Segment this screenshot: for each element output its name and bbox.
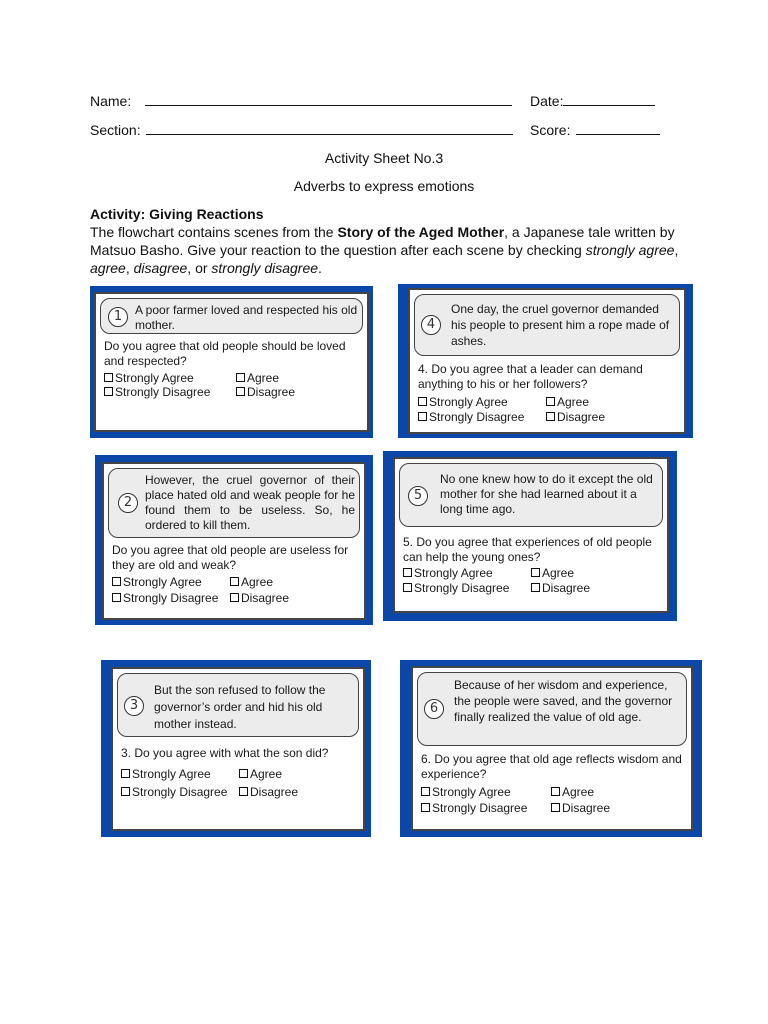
agree-checkbox[interactable] <box>546 394 589 410</box>
checkbox-icon <box>236 387 245 396</box>
option-label: Agree <box>542 566 575 580</box>
name-label: Name: <box>90 93 132 109</box>
checkbox-icon <box>104 373 113 382</box>
page-title: Activity Sheet No.3 <box>324 150 444 166</box>
scene-2 <box>108 468 360 538</box>
option-label: Disagree <box>241 591 290 605</box>
scene-number-1: 1 <box>108 307 128 327</box>
sep-2: , <box>125 260 134 276</box>
disagree-checkbox[interactable] <box>551 800 610 816</box>
checkbox-icon <box>236 373 245 382</box>
disagree-checkbox[interactable] <box>531 580 590 596</box>
option-label: Strongly Agree <box>414 566 493 580</box>
strongly-agree-checkbox[interactable] <box>418 394 508 410</box>
strongly-disagree-checkbox[interactable] <box>421 800 527 816</box>
strongly-disagree-checkbox[interactable] <box>403 580 509 596</box>
question-4: 4. Do you agree that a leader can demand anything to his or her followers? <box>418 362 643 391</box>
option-label: Agree <box>557 395 590 409</box>
option-agree-text: agree <box>90 260 126 276</box>
disagree-checkbox[interactable] <box>546 409 605 425</box>
section-blank[interactable] <box>146 134 513 135</box>
option-label: Strongly Agree <box>429 395 508 409</box>
scene-4 <box>414 294 680 356</box>
option-label: Strongly Disagree <box>123 591 219 605</box>
options-5 <box>403 565 663 599</box>
scene-5 <box>399 463 663 527</box>
activity-instructions <box>90 223 690 277</box>
intro-text-2: , a Japanese tale written by Matsuo Basho. Give your reaction to the question after each scene by checking <box>90 224 675 258</box>
scene-3 <box>117 673 359 737</box>
score-row <box>530 122 660 138</box>
checkbox-icon <box>421 787 430 796</box>
sep-3: , or <box>187 260 212 276</box>
option-label: Disagree <box>542 581 591 595</box>
date-label: Date: <box>530 93 564 109</box>
scene-card-3 <box>101 660 371 837</box>
options-1 <box>104 370 364 404</box>
scene-card-5 <box>383 451 677 621</box>
option-label: Strongly Agree <box>123 575 202 589</box>
scene-1 <box>100 298 363 334</box>
scene-number-2: 2 <box>118 493 138 513</box>
activity-intro <box>90 205 690 277</box>
scene-text-6: Because of her wisdom and experience, the people were saved, and the governor finally realized the value of old age. <box>454 678 673 724</box>
question-5: 5. Do you agree that experiences of old people can help the young ones? <box>403 535 652 564</box>
checkbox-icon <box>418 412 427 421</box>
checkbox-icon <box>551 787 560 796</box>
option-label: Strongly Disagree <box>132 785 228 799</box>
scene-number-4: 4 <box>421 315 441 335</box>
option-label: Strongly Disagree <box>414 581 510 595</box>
option-label: Agree <box>250 767 283 781</box>
agree-checkbox[interactable] <box>531 565 574 581</box>
options-4 <box>418 394 678 428</box>
checkbox-icon <box>403 583 412 592</box>
checkbox-icon <box>239 787 248 796</box>
strongly-disagree-checkbox[interactable] <box>418 409 524 425</box>
story-title: Story of the Aged Mother <box>337 224 505 240</box>
scene-text-3: But the son refused to follow the governor’s order and hid his old mother instead. <box>154 683 326 731</box>
question-1: Do you agree that old people should be loved and respected? <box>104 339 346 368</box>
checkbox-icon <box>104 387 113 396</box>
options-3 <box>121 766 361 802</box>
card-6-inner <box>411 666 693 831</box>
scene-text-1: A poor farmer loved and respected his old mother. <box>135 303 358 332</box>
question-3: 3. Do you agree with what the son did? <box>121 746 329 760</box>
scene-text-2: However, the cruel governor of their place hated old and weak people for he found them to be useless. So, he ordered to kill them. <box>145 473 355 532</box>
strongly-disagree-checkbox[interactable] <box>121 784 227 800</box>
strongly-disagree-checkbox[interactable] <box>112 590 218 606</box>
option-label: Agree <box>562 785 595 799</box>
scene-6 <box>417 672 687 746</box>
option-label: Strongly Disagree <box>432 801 528 815</box>
checkbox-icon <box>546 397 555 406</box>
section-row <box>90 122 513 138</box>
options-2 <box>112 574 362 608</box>
option-strongly-agree-text: strongly agree <box>585 242 675 258</box>
question-2: Do you agree that old people are useless for they are old and weak? <box>112 543 349 572</box>
option-label: Disagree <box>247 385 296 399</box>
agree-checkbox[interactable] <box>230 574 273 590</box>
checkbox-icon <box>546 412 555 421</box>
option-label: Disagree <box>562 801 611 815</box>
option-label: Strongly Agree <box>132 767 211 781</box>
card-1-inner <box>94 292 369 432</box>
option-label: Strongly Agree <box>115 371 194 385</box>
checkbox-icon <box>230 593 239 602</box>
disagree-checkbox[interactable] <box>230 590 289 606</box>
checkbox-icon <box>551 803 560 812</box>
scene-number-5: 5 <box>408 486 428 506</box>
option-label: Strongly Disagree <box>429 410 525 424</box>
page-subtitle: Adverbs to express emotions <box>293 178 475 194</box>
option-label: Disagree <box>250 785 299 799</box>
card-2-inner <box>102 462 366 620</box>
scene-text-4: One day, the cruel governor demanded his people to present him a rope made of ashes. <box>451 302 670 348</box>
scene-card-1 <box>90 286 373 438</box>
scene-card-6 <box>400 660 702 837</box>
scene-text-5: No one knew how to do it except the old mother for she had learned about it a long time ago. <box>440 472 653 516</box>
strongly-agree-checkbox[interactable] <box>112 574 202 590</box>
card-3-inner <box>111 667 365 831</box>
agree-checkbox[interactable] <box>551 784 594 800</box>
sep-1: , <box>674 242 679 258</box>
scene-card-4 <box>398 284 693 438</box>
checkbox-icon <box>421 803 430 812</box>
date-blank[interactable] <box>563 105 655 106</box>
card-5-inner <box>393 457 669 613</box>
question-6: 6. Do you agree that old age reflects wisdom and experience? <box>421 752 682 781</box>
score-label: Score: <box>530 122 571 138</box>
checkbox-icon <box>112 577 121 586</box>
option-disagree-text: disagree <box>133 260 188 276</box>
checkbox-icon <box>121 787 130 796</box>
score-blank[interactable] <box>576 134 660 135</box>
name-row <box>90 93 512 109</box>
section-label: Section: <box>90 122 141 138</box>
option-label: Disagree <box>557 410 606 424</box>
checkbox-icon <box>112 593 121 602</box>
checkbox-icon <box>418 397 427 406</box>
checkbox-icon <box>239 769 248 778</box>
option-label: Agree <box>247 371 280 385</box>
strongly-agree-checkbox[interactable] <box>121 766 211 782</box>
option-strongly-disagree-text: strongly disagree <box>211 260 319 276</box>
disagree-checkbox[interactable] <box>236 384 295 400</box>
activity-heading: Activity: Giving Reactions <box>90 206 264 222</box>
checkbox-icon <box>121 769 130 778</box>
date-row <box>530 93 655 109</box>
checkbox-icon <box>531 583 540 592</box>
disagree-checkbox[interactable] <box>239 784 298 800</box>
option-label: Strongly Disagree <box>115 385 211 399</box>
strongly-disagree-checkbox[interactable] <box>104 384 210 400</box>
intro-end: . <box>318 260 322 276</box>
scene-card-2 <box>95 455 373 625</box>
card-4-inner <box>408 288 686 434</box>
checkbox-icon <box>531 568 540 577</box>
option-label: Agree <box>241 575 274 589</box>
option-label: Strongly Agree <box>432 785 511 799</box>
options-6 <box>421 784 681 818</box>
strongly-agree-checkbox[interactable] <box>421 784 511 800</box>
strongly-agree-checkbox[interactable] <box>403 565 493 581</box>
checkbox-icon <box>403 568 412 577</box>
scene-number-6: 6 <box>424 699 444 719</box>
intro-text-1: The flowchart contains scenes from the <box>90 224 338 240</box>
scene-number-3: 3 <box>124 696 144 716</box>
name-blank[interactable] <box>145 105 512 106</box>
checkbox-icon <box>230 577 239 586</box>
agree-checkbox[interactable] <box>239 766 282 782</box>
